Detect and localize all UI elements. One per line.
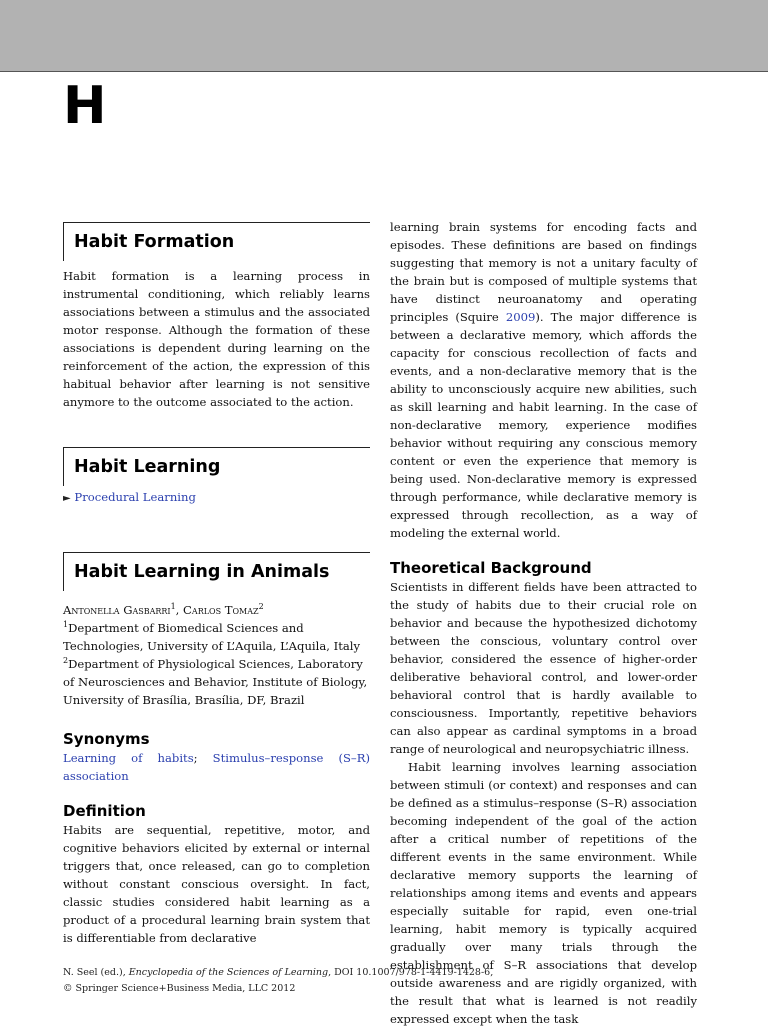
entry-title: Habit Learning — [74, 457, 221, 477]
entry-title-frame — [63, 222, 370, 261]
author-sup: 1 — [170, 602, 176, 612]
footer-text: N. Seel (ed.), — [63, 967, 129, 978]
synonyms-heading: Synonyms — [63, 730, 150, 748]
procedural-learning-link[interactable]: Procedural Learning — [74, 490, 196, 504]
page-header-band — [0, 0, 768, 72]
synonym-separator: ; — [193, 751, 213, 765]
left-column — [63, 218, 370, 947]
theoretical-background-heading: Theoretical Background — [390, 559, 592, 577]
entry-title-frame — [63, 447, 370, 486]
footer-text: , DOI 10.1007/978-1-4419-1428-6, — [328, 967, 494, 978]
synonyms-list — [63, 749, 370, 785]
affiliation-text: Department of Biomedical Sciences and Technologies, University of L’Aquila, L’Aquila, Italy — [63, 621, 361, 653]
author-name: Carlos Tomaz — [183, 603, 259, 617]
entry-title: Habit Formation — [74, 232, 235, 252]
affiliation — [63, 655, 370, 709]
entry-title: Habit Learning in Animals — [74, 562, 330, 582]
page-footer — [63, 965, 703, 997]
paragraph: Habit learning involves learning association between stimuli (or context) and responses and can be defined as a stimulus–response (S–R) association becoming independent of the goal of the action after a critical number of repetitions of the different events in the same environment. While declarative memory supports the learning of relationships among items and events and appears especially suitable for rapid, even one-trial learning, habit memory is typically acquired gradually over many trials through the establishment of S–R associations that develop outside awareness and are rigidly organized, with the result that what is learned is not readily expressed except when the task — [390, 760, 697, 1026]
paragraph: Scientists in different fields have been attracted to the study of habits due to their crucial role on behavior and because the hypothesized dichotomy between the conscious, voluntary control over behavior, considered the essence of higher-order deliberative behavioral control, and lower-order behavioral control that is hardly available to consciousness. Importantly, repetitive behaviors can also appear as cardinal symptoms in a broad range of neurological and neuropsychiatric illness. — [390, 580, 697, 756]
entry-habit-learning-animals — [63, 552, 370, 947]
author-separator: , — [175, 603, 184, 617]
paragraph-text: ). The major difference is between a declarative memory, which affords the capacity for conscious recollection of facts and events, and a non-declarative memory that is the ability to unconsciously acquire new abilities, such as skill learning and habit learning. In the case of non-declarative memory, experience modifies behavior without requiring any conscious memory content or even the experience that memory is being used. Non-declarative memory is expressed through performance, while declarative memory is expressed through recollection, as a way of modeling the external world. — [390, 310, 697, 540]
arrow-right-icon: ► — [63, 493, 71, 504]
copyright-line: © Springer Science+Business Media, LLC 2012 — [63, 983, 296, 994]
affiliation — [63, 619, 370, 655]
entry-title-frame — [63, 552, 370, 591]
footer-book-title: Encyclopedia of the Sciences of Learning — [128, 967, 329, 978]
entry-habit-learning — [63, 447, 370, 508]
see-also — [63, 488, 370, 508]
affiliation-text: Department of Physiological Sciences, Laboratory of Neurosciences and Behavior, Institute of Biology, University of Brasília, Brasília, DF, Brazil — [63, 657, 368, 707]
author-name: Antonella Gasbarri — [63, 603, 171, 617]
citation-line — [63, 965, 703, 981]
entry-body: Habit formation is a learning process in instrumental conditioning, which reliably learns associations between a stimulus and the associated motor response. Although the formation of these associations is dependent during learning on the reinforcement of the action, the expression of this habitual behavior after learning is not sensitive anymore to the outcome associated to the action. — [63, 269, 370, 409]
definition-body: Habits are sequential, repetitive, motor, and cognitive behaviors elicited by external or internal triggers that, once released, can go to completion without constant conscious oversight. In fact, classic studies considered habit learning as a product of a procedural learning brain system that is differentiable from declarative — [63, 823, 370, 945]
author-sup: 2 — [258, 602, 264, 612]
affiliation-sup: 1 — [63, 620, 69, 630]
synonym-link[interactable]: Learning of habits — [63, 751, 194, 765]
definition-heading: Definition — [63, 802, 146, 820]
paragraph — [390, 218, 697, 542]
synonym-link[interactable]: Stimulus–response (S–R) association — [63, 751, 370, 783]
paragraph-text: learning brain systems for encoding facts and episodes. These definitions are based on findings suggesting that memory is not a unitary faculty of the brain but is composed of multiple systems that have distinct neuroanatomy and operating principles (Squire — [390, 220, 697, 324]
entry-habit-formation — [63, 222, 370, 411]
right-column — [390, 218, 697, 1028]
author-line — [63, 601, 370, 619]
citation-link[interactable]: 2009 — [505, 310, 536, 324]
section-letter: H — [63, 76, 107, 136]
affiliation-sup: 2 — [63, 656, 69, 666]
